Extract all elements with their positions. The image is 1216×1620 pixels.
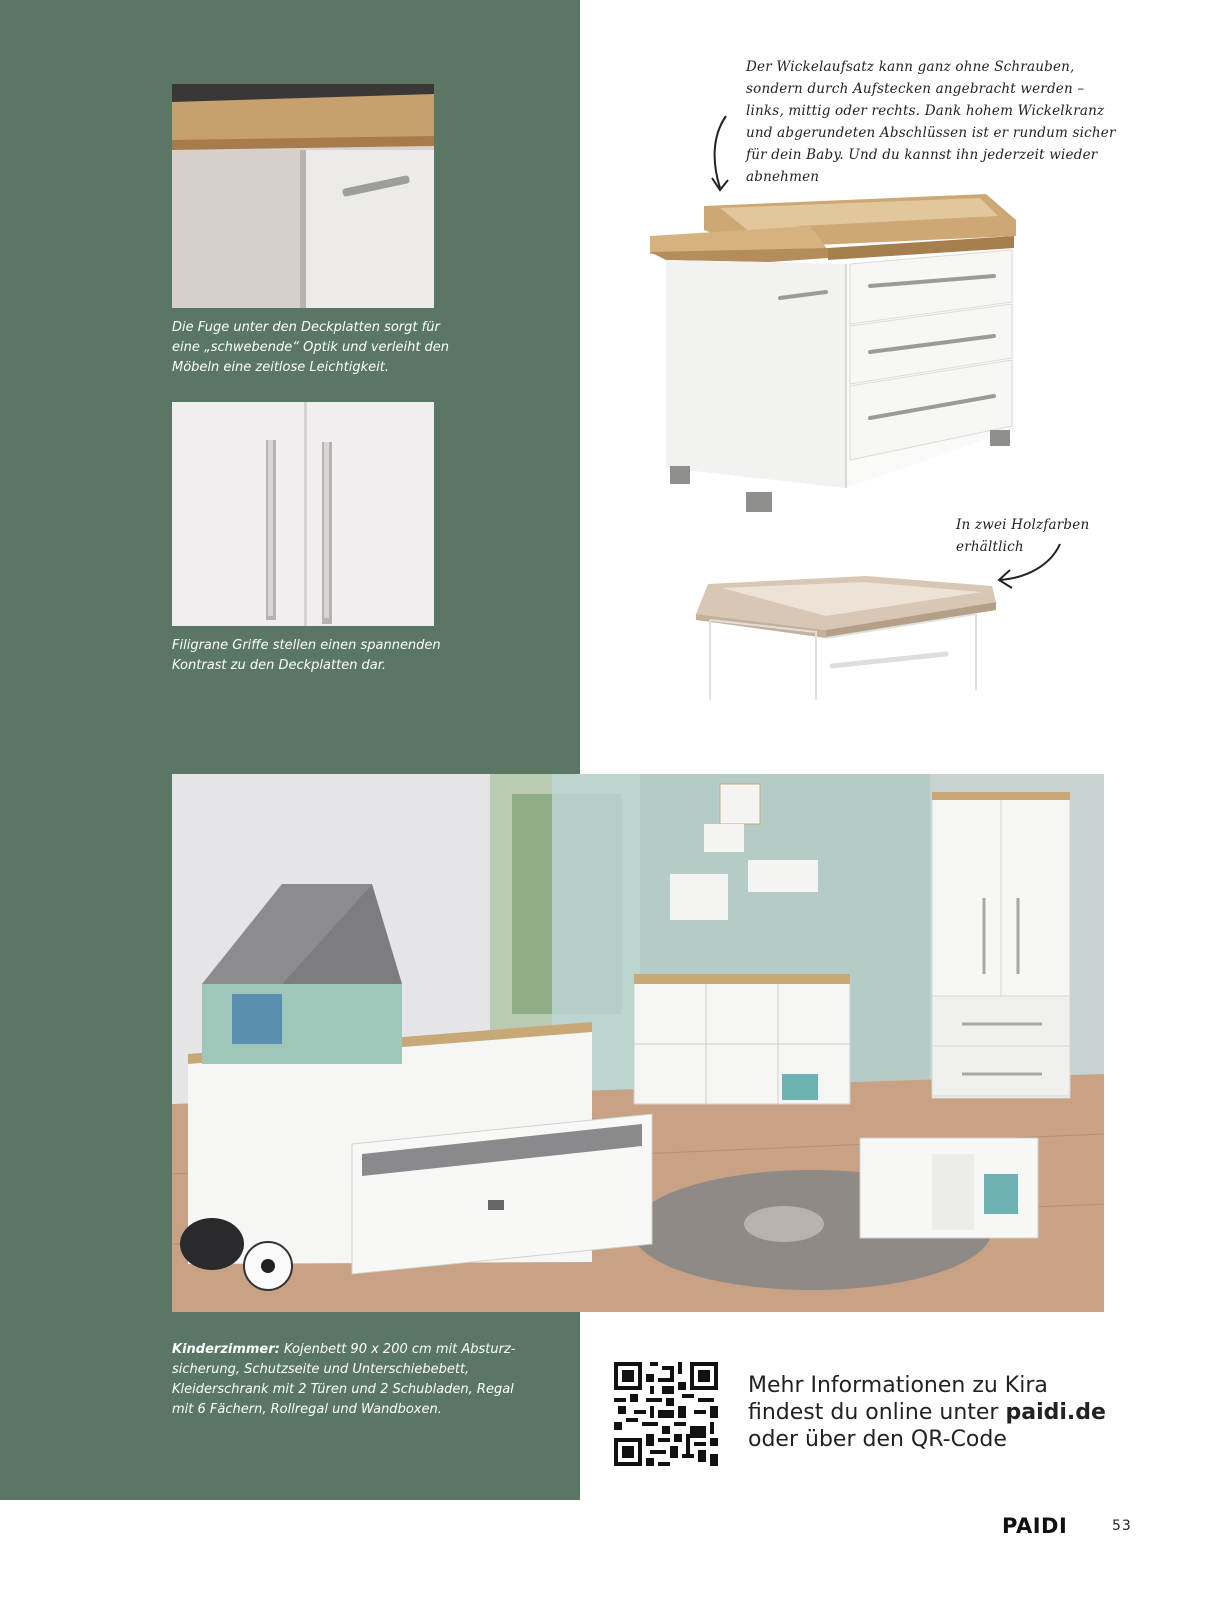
info-line-c: oder über den QR-Code	[748, 1427, 1007, 1452]
caption-griffe: Filigrane Griffe stellen einen spannenden Kontrast zu den Deckplatten dar.	[172, 638, 441, 673]
caption-fuge: Die Fuge unter den Deckplatten sorgt für eine „schwebende“ Optik und verleiht den Möbeln eine zeitlose Leichtigkeit.	[172, 320, 450, 375]
detail-photo-top	[172, 84, 434, 308]
info-line-a: Mehr Informationen zu Kira	[748, 1373, 1048, 1398]
changing-table-photo	[650, 190, 1030, 520]
info-line-b-text: findest du online unter	[748, 1400, 1006, 1425]
page-number: 53	[1112, 1518, 1132, 1534]
qr-code[interactable]	[614, 1362, 718, 1466]
note-holzfarben: In zwei Holzfarben erhältlich	[956, 517, 1090, 555]
caption-kinderzimmer-text: Kojenbett 90 x 200 cm mit Absturzsicherung, Schutzseite und Unterschiebebett, Kleiderschrank mit 2 Türen und 2 Schubladen, Regal mit 6 Fächern, Rollregal und Wandboxen.	[172, 1342, 516, 1417]
info-line-b	[748, 1399, 1106, 1426]
more-info-text	[748, 1372, 1106, 1453]
arrow-left-icon	[996, 538, 1066, 590]
note-wickelaufsatz: Der Wickelaufsatz kann ganz ohne Schrauben, sondern durch Aufstecken angebracht werden – links, mittig oder rechts. Dank hohem Wickelkranz und abgerundeten Abschlüssen ist er rundum sicher für dein Baby. Und du kannst ihn jederzeit wieder abnehmen	[746, 59, 1116, 185]
changing-top-light-photo	[696, 570, 1006, 700]
caption-kinderzimmer-label: Kinderzimmer:	[172, 1342, 280, 1357]
arrow-down-icon	[706, 112, 736, 196]
detail-photo-handles	[172, 402, 434, 626]
paidi-link[interactable]: paidi.de	[1005, 1400, 1106, 1425]
brand-logo: PAIDI	[1002, 1514, 1068, 1538]
room-photo	[172, 774, 1104, 1312]
caption-kinderzimmer	[172, 1340, 522, 1420]
